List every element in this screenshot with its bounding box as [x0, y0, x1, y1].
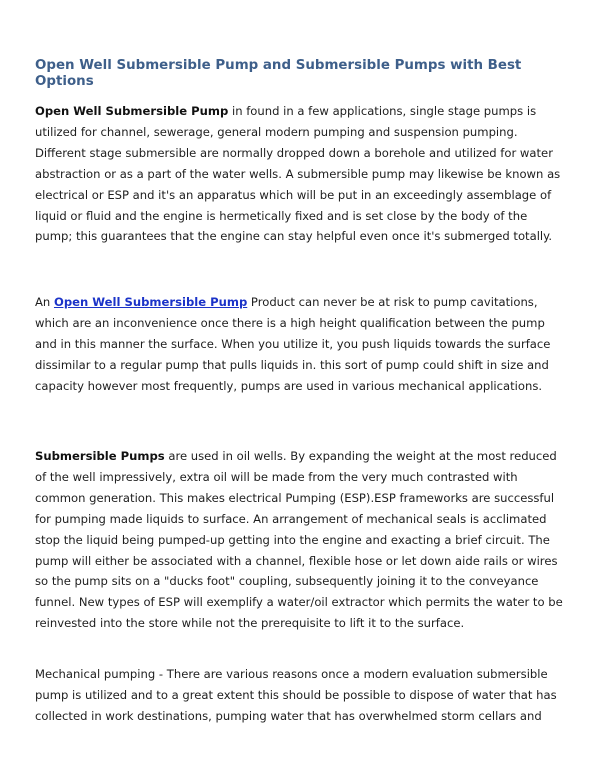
bold-term: Open Well Submersible Pump: [35, 104, 229, 118]
paragraph-text: are used in oil wells. By expanding the weight at the most reduced of the well impressively, extra oil will be made from the very much contrasted with common generation. This makes electrical Pumping (ESP).ESP frameworks are successful for pumping made liquids to surface. An arrangement of mechanical seals is acclimated stop the liquid being pumped-up getting into the engine and exacting a brief circuit. The pump will either be associated with a channel, flexible hose or let down aide rails or wires so the pump sits on a "ducks foot" coupling, subsequently joining it to the conveyance funnel. New types of ESP will exemplify a water/oil extractor which permits the water to be reinvested into the store while not the prerequisite to lift it to the surface.: [35, 449, 563, 631]
paragraph-intro: [35, 101, 568, 247]
paragraph-text: Product can never be at risk to pump cavitations, which are an inconvenience once there is a high height qualification between the pump and in this manner the surface. When you utilize it, you push liquids towards the surface dissimilar to a regular pump that pulls liquids in. this sort of pump could shift in size and capacity however most frequently, pumps are used in various mechanical applications.: [35, 295, 551, 393]
paragraph-prefix: An: [35, 295, 54, 309]
document-title: Open Well Submersible Pump and Submersible Pumps with Best Options: [35, 58, 522, 89]
paragraph-text: in found in a few applications, single stage pumps is utilized for channel, sewerage, general modern pumping and suspension pumping. Different stage submersible are normally dropped down a borehole and utilized for water abstraction or as a part of the water wells. A submersible pump may likewise be known as electrical or ESP and it's an apparatus which will be put in an exceedingly assemblage of liquid or fluid and the engine is hermetically fixed and is set close by the body of the pump; this guarantees that the engine can stay helpful even once it's submerged totally.: [35, 104, 561, 244]
paragraph-oil-wells: [35, 446, 568, 634]
open-well-pump-link[interactable]: Open Well Submersible Pump: [53, 295, 248, 309]
paragraph-mechanical-pumping: Mechanical pumping - There are various reasons once a modern evaluation submersible pump is utilized and to a great extent this should be possible to dispose of water that has collected in work destinations, pumping water that has overwhelmed storm cellars and: [35, 667, 557, 723]
bold-term: Submersible Pumps: [35, 449, 165, 463]
paragraph-cavitation: [35, 292, 568, 397]
